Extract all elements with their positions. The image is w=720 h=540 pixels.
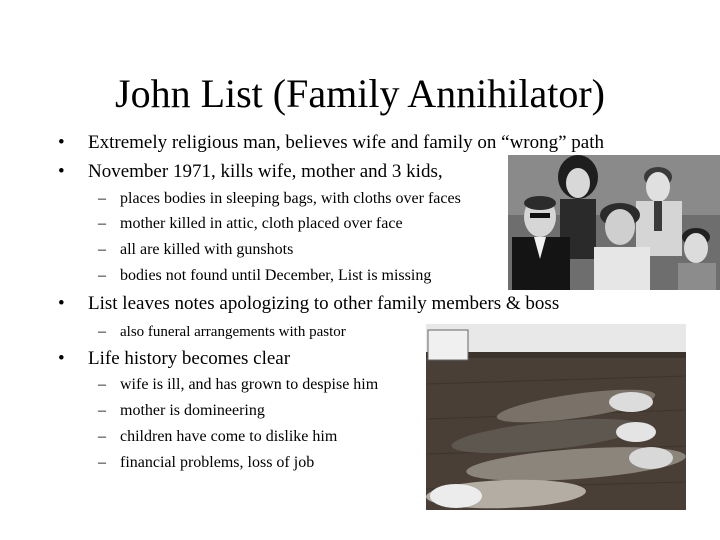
bullet-marker: • [58, 348, 65, 369]
bullet-marker: • [58, 161, 65, 182]
family-photo [508, 155, 720, 290]
dash-marker: – [98, 215, 106, 232]
sub-bullet-text: all are killed with gunshots [120, 241, 294, 258]
crime-scene-image [426, 324, 686, 510]
dash-marker: – [98, 376, 106, 393]
sub-bullet-text: places bodies in sleeping bags, with cloths over faces [120, 190, 461, 207]
family-photo-image [508, 155, 720, 290]
bullet-text: List leaves notes apologizing to other family members & boss [88, 293, 560, 314]
dash-marker: – [98, 323, 106, 340]
sub-bullet-text: mother is domineering [120, 402, 265, 419]
crime-scene-photo [426, 324, 686, 510]
bullet-text: Extremely religious man, believes wife and family on “wrong” path [88, 132, 605, 153]
dash-marker: – [98, 428, 106, 445]
sub-bullet-text: financial problems, loss of job [120, 454, 315, 471]
dash-marker: – [98, 454, 106, 471]
bullet-text: Life history becomes clear [88, 348, 291, 369]
dash-marker: – [98, 241, 106, 258]
sub-bullet-text: wife is ill, and has grown to despise him [120, 376, 379, 393]
sub-bullet-text: bodies not found until December, List is missing [120, 267, 432, 284]
bullet-marker: • [58, 293, 65, 314]
dash-marker: – [98, 267, 106, 284]
slide-title: John List (Family Annihilator) [115, 71, 605, 116]
dash-marker: – [98, 190, 106, 207]
dash-marker: – [98, 402, 106, 419]
bullet-text: November 1971, kills wife, mother and 3 kids, [88, 161, 443, 182]
bullet-marker: • [58, 132, 65, 153]
sub-bullet-text: children have come to dislike him [120, 428, 338, 445]
sub-bullet-text: also funeral arrangements with pastor [120, 324, 346, 340]
sub-bullet-text: mother killed in attic, cloth placed over face [120, 215, 403, 232]
